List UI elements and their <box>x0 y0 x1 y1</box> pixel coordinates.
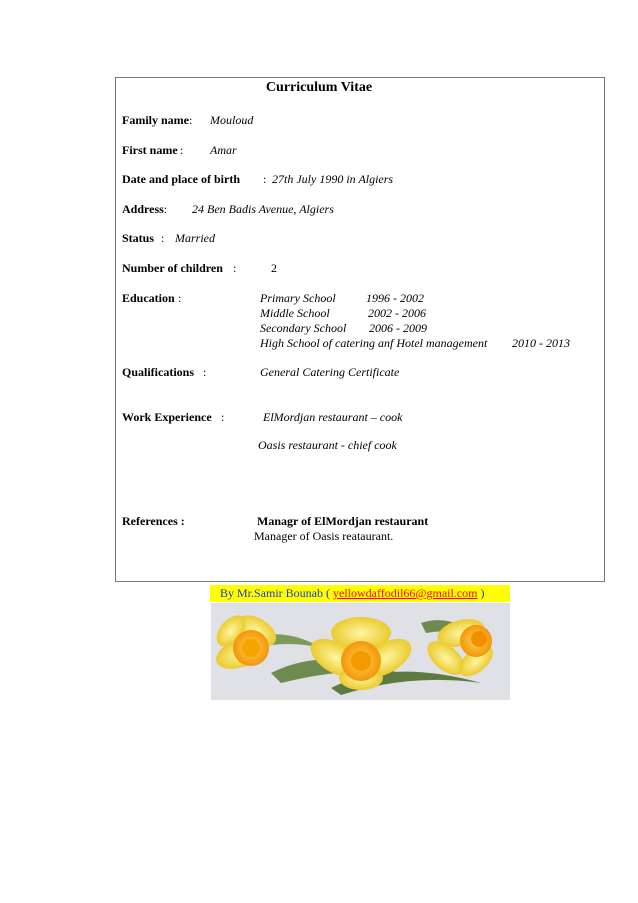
byline-prefix: By Mr.Samir Bounab ( <box>220 586 330 600</box>
reference-item: Manager of Oasis reataurant. <box>254 529 394 543</box>
references-label: References : <box>122 514 185 528</box>
education-sep: : <box>178 291 182 305</box>
education-years: 2002 - 2006 <box>368 306 426 320</box>
birth-sep: : <box>263 172 267 186</box>
family-name-value: Mouloud <box>210 113 254 127</box>
status-label: Status <box>122 231 155 245</box>
qualifications-row <box>122 365 194 380</box>
cv-frame <box>115 77 605 582</box>
education-school: Secondary School <box>260 321 347 335</box>
family-name-sep: : <box>189 113 193 127</box>
education-school: Middle School <box>260 306 330 320</box>
first-name-row <box>122 143 178 158</box>
work-sep: : <box>221 410 225 424</box>
education-school: Primary School <box>260 291 336 305</box>
status-value: Married <box>175 231 215 245</box>
address-label: Address <box>122 202 164 216</box>
byline-suffix: ) <box>480 586 485 600</box>
work-row <box>122 410 212 425</box>
cv-title: Curriculum Vitae <box>265 80 373 95</box>
address-row <box>122 202 167 217</box>
education-years: 2010 - 2013 <box>512 336 570 350</box>
first-name-label: First name <box>122 143 178 157</box>
birth-label: Date and place of birth <box>122 172 240 186</box>
education-school: High School of catering anf Hotel management <box>260 336 488 350</box>
work-item: ElMordjan restaurant – cook <box>263 410 403 424</box>
daffodil-flowers-image <box>211 603 510 700</box>
children-label: Number of children <box>122 261 223 275</box>
children-sep: : <box>233 261 237 275</box>
education-years: 1996 - 2002 <box>366 291 424 305</box>
author-byline <box>210 585 510 602</box>
address-value: 24 Ben Badis Avenue, Algiers <box>192 202 334 216</box>
author-email-link[interactable]: yellowdaffodil66@gmail.com <box>333 586 478 600</box>
first-name-sep: : <box>180 143 184 157</box>
children-row <box>122 261 223 276</box>
family-name-row <box>122 113 192 128</box>
qualifications-sep: : <box>203 365 207 379</box>
status-row <box>122 231 154 246</box>
first-name-value: Amar <box>210 143 237 157</box>
reference-item: Managr of ElMordjan restaurant <box>257 514 429 528</box>
address-sep: : <box>163 202 168 216</box>
education-years: 2006 - 2009 <box>369 321 427 335</box>
qualifications-value: General Catering Certificate <box>260 365 400 379</box>
family-name-label: Family name <box>122 113 189 127</box>
children-value: 2 <box>271 261 277 275</box>
status-sep: : <box>161 231 165 245</box>
education-label: Education <box>122 291 175 305</box>
work-label: Work Experience <box>122 410 212 424</box>
work-item: Oasis restaurant - chief cook <box>258 438 397 452</box>
education-row <box>122 291 175 306</box>
birth-value: 27th July 1990 in Algiers <box>272 172 394 186</box>
qualifications-label: Qualifications <box>122 365 195 379</box>
birth-row <box>122 172 240 187</box>
